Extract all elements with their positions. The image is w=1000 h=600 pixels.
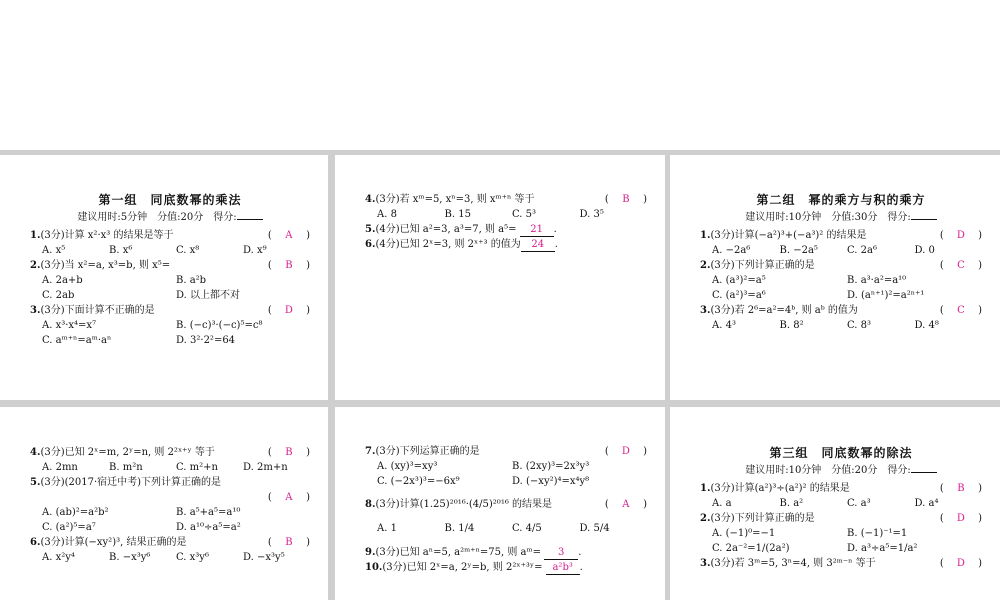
text: D. 2m+n <box>243 462 288 473</box>
text: (3分)已知 aⁿ=5, a²ᵐ⁺ⁿ=75, 则 aᵐ= <box>375 547 542 558</box>
answer-choice: B <box>285 260 293 271</box>
text: B. −2a⁵ <box>779 245 818 256</box>
answer-bracket: ( D ) <box>939 558 982 569</box>
options-list <box>700 243 982 258</box>
question-2 <box>30 258 310 273</box>
answer-choice: B <box>285 447 293 458</box>
text: A. −2a⁶ <box>712 245 751 256</box>
options-list <box>30 243 310 258</box>
text: (3分)已知 2ˣ=a, 2ʸ=b, 则 2²ˣ⁺³ʸ= <box>382 562 543 573</box>
text: C. (a²)³=a⁶ <box>712 290 766 301</box>
text: B. a⁵+a⁵=a¹⁰ <box>176 507 241 518</box>
question-2 <box>700 258 982 273</box>
text: 2. <box>30 260 41 271</box>
question-6 <box>30 535 310 550</box>
answer-choice: D <box>284 305 293 316</box>
text: 1. <box>30 230 41 241</box>
text: B. a³·a²=a¹⁰ <box>847 275 907 286</box>
text: 3. <box>700 305 711 316</box>
panel-group1-part1 <box>0 155 328 400</box>
text: 7. <box>365 446 376 457</box>
panel-group2-part2 <box>0 407 328 600</box>
text: A. (−1)⁰=−1 <box>712 528 776 539</box>
section-meta <box>700 462 982 478</box>
text: B. a² <box>779 498 804 509</box>
text: (4分)已知 a²=3, a³=7, 则 a⁵= <box>375 224 517 235</box>
options-list <box>700 526 982 556</box>
answer-bracket: ( A ) <box>267 492 310 503</box>
options-list <box>365 207 647 222</box>
text: (4分)已知 2ˣ=3, 则 2ˣ⁺³ 的值为 <box>375 239 521 250</box>
text: D. 以上都不对 <box>176 290 241 301</box>
text: C. m²+n <box>176 462 218 473</box>
section-title: 第三组 同底数幂的除法 <box>769 446 913 460</box>
text: (3分)(2017·宿迁中考)下列计算正确的是 <box>40 477 222 488</box>
options-list <box>700 496 982 511</box>
text: 6. <box>365 239 376 250</box>
text: C. 2a⁻²=1/(2a²) <box>712 543 790 554</box>
text: 3. <box>30 305 41 316</box>
text: A. (ab)²=a²b² <box>42 507 109 518</box>
text: (3分)计算(−a²)³+(−a³)² 的结果是 <box>710 230 867 241</box>
text: (3分)下面计算不正确的是 <box>40 305 155 316</box>
answer-choice: B <box>622 194 630 205</box>
text: 6. <box>30 537 41 548</box>
score-blank[interactable] <box>237 209 263 220</box>
answer-bracket: ( D ) <box>604 446 647 457</box>
text: D. 3²·2²=64 <box>176 335 236 346</box>
question-3 <box>30 303 310 318</box>
question-5 <box>30 475 310 490</box>
text: A. 2mn <box>42 462 78 473</box>
options-list <box>700 273 982 303</box>
answer-choice: A <box>285 492 293 503</box>
answer-choice: C <box>957 260 965 271</box>
answer-bracket: ( D ) <box>939 230 982 241</box>
text: 4. <box>30 447 41 458</box>
text: (3分)若 2⁶=a²=4ᵇ, 则 aᵇ 的值为 <box>710 305 858 316</box>
answer-bracket: ( B ) <box>604 194 647 205</box>
question-3 <box>700 556 982 571</box>
answer-bracket: ( A ) <box>604 499 647 510</box>
options-list <box>365 459 647 489</box>
text: D. 0 <box>914 245 935 256</box>
options-list <box>365 521 647 536</box>
text: (3分)计算(1.25)²⁰¹⁶·(4/5)²⁰¹⁶ 的结果是 <box>375 499 553 510</box>
text: A. 8 <box>377 209 397 220</box>
answer-bracket: ( C ) <box>939 260 982 271</box>
question-4 <box>365 192 647 207</box>
panel-group3 <box>670 407 1000 600</box>
question-5-answer-row <box>30 490 310 505</box>
text: A. (a³)²=a⁵ <box>712 275 766 286</box>
text: (3分)已知 2ˣ=m, 2ʸ=n, 则 2²ˣ⁺ʸ 等于 <box>40 447 215 458</box>
text: A. 1 <box>377 523 397 534</box>
text: 2. <box>700 513 711 524</box>
text: B. m²n <box>109 462 143 473</box>
text: D. a⁴ <box>914 498 939 509</box>
text: 建议用时:10分钟 分值:20分 得分: <box>745 465 911 476</box>
text: C. 8³ <box>847 320 872 331</box>
text: D. a³÷a⁵=1/a² <box>847 543 918 554</box>
text: D. (aⁿ⁺¹)²=a²ⁿ⁺¹ <box>847 290 925 301</box>
question-8 <box>365 497 647 512</box>
text: B. a²b <box>176 275 207 286</box>
text: D. (−xy²)⁴=x⁴y⁸ <box>512 476 590 487</box>
text: C. 2a⁶ <box>847 245 877 256</box>
answer-bracket: ( D ) <box>267 305 310 316</box>
text: 10. <box>365 562 383 573</box>
text: D. 3⁵ <box>579 209 604 220</box>
text: A. a <box>712 498 732 509</box>
question-6: 6.(4分)已知 2ˣ=3, 则 2ˣ⁺³ 的值为 24 . <box>365 239 558 250</box>
text: B. (−1)⁻¹=1 <box>847 528 908 539</box>
answer-choice: D <box>956 558 965 569</box>
answer-bracket: ( B ) <box>267 447 310 458</box>
text: 3. <box>700 558 711 569</box>
answer-choice: A <box>622 499 630 510</box>
answer-bracket: ( B ) <box>267 260 310 271</box>
text: C. (a²)⁵=a⁷ <box>42 522 96 533</box>
text: C. a³ <box>847 498 871 509</box>
fill-answer: 21 <box>520 224 554 237</box>
fill-answer: 24 <box>521 239 555 252</box>
score-blank[interactable] <box>911 209 937 220</box>
panel-group2-part3 <box>335 407 665 600</box>
answer-choice: B <box>957 483 965 494</box>
text: B. 8² <box>779 320 804 331</box>
question-1 <box>700 481 982 496</box>
fill-answer: a²b³ <box>546 562 580 575</box>
text: A. (xy)³=xy³ <box>377 461 438 472</box>
text: 1. <box>700 483 711 494</box>
section-title: 第一组 同底数幂的乘法 <box>98 193 242 207</box>
text: (3分)计算(a²)³÷(a²)² 的结果是 <box>710 483 850 494</box>
text: B. (2xy)³=2x³y³ <box>512 461 590 472</box>
text: B. (−c)³·(−c)⁵=c⁸ <box>176 320 263 331</box>
text: A. x⁵ <box>42 245 66 256</box>
text: A. x²y⁴ <box>42 552 75 563</box>
text: (3分)计算(−xy²)³, 结果正确的是 <box>40 537 187 548</box>
question-2 <box>700 511 982 526</box>
question-7 <box>365 444 647 459</box>
answer-choice: D <box>956 513 965 524</box>
text: B. −x³y⁶ <box>109 552 151 563</box>
text: 1. <box>700 230 711 241</box>
text: C. 5³ <box>512 209 537 220</box>
text: (3分)计算 x²·x³ 的结果是等于 <box>40 230 174 241</box>
text: D. x⁹ <box>243 245 267 256</box>
panel-group1-part2 <box>335 155 665 400</box>
text: C. (−2x³)³=−6x⁹ <box>377 476 460 487</box>
answer-choice: A <box>285 230 293 241</box>
question-4 <box>30 445 310 460</box>
text: B. 15 <box>444 209 471 220</box>
score-blank[interactable] <box>911 462 937 473</box>
text: C. 4/5 <box>512 523 542 534</box>
text: D. −x³y⁵ <box>243 552 285 563</box>
question-1 <box>700 228 982 243</box>
options-list <box>30 273 310 303</box>
options-list <box>30 505 310 535</box>
text: A. 4³ <box>712 320 736 331</box>
answer-choice: D <box>621 446 630 457</box>
text: 4. <box>365 194 376 205</box>
question-1 <box>30 228 310 243</box>
text: (3分)若 xᵐ=5, xⁿ=3, 则 xᵐ⁺ⁿ 等于 <box>375 194 535 205</box>
text: (3分)若 3ᵐ=5, 3ⁿ=4, 则 3²ᵐ⁻ⁿ 等于 <box>710 558 876 569</box>
answer-bracket: ( D ) <box>939 513 982 524</box>
text: A. x³·x⁴=x⁷ <box>42 320 97 331</box>
question-10: 10.(3分)已知 2ˣ=a, 2ʸ=b, 则 2²ˣ⁺³ʸ= a²b³ . <box>365 562 583 573</box>
text: C. 2ab <box>42 290 75 301</box>
panel-group2 <box>670 155 1000 400</box>
text: 建议用时:10分钟 分值:30分 得分: <box>745 212 911 223</box>
section-meta <box>700 209 982 225</box>
text: C. x⁸ <box>176 245 200 256</box>
options-list <box>30 550 310 565</box>
text: (3分)下列计算正确的是 <box>710 260 815 271</box>
answer-bracket: ( B ) <box>939 483 982 494</box>
question-5: 5.(4分)已知 a²=3, a³=7, 则 a⁵= 21 . <box>365 224 557 235</box>
answer-choice: C <box>957 305 965 316</box>
text: 5. <box>30 477 41 488</box>
text: B. x⁶ <box>109 245 133 256</box>
text: C. x³y⁶ <box>176 552 209 563</box>
answer-bracket: ( B ) <box>267 537 310 548</box>
text: A. 2a+b <box>42 275 83 286</box>
text: 2. <box>700 260 711 271</box>
text: 建议用时:5分钟 分值:20分 得分: <box>77 212 237 223</box>
options-list <box>30 460 310 475</box>
text: D. 4⁸ <box>914 320 939 331</box>
text: 5. <box>365 224 376 235</box>
text: D. a¹⁰÷a⁵=a² <box>176 522 241 533</box>
text: 9. <box>365 547 376 558</box>
answer-bracket: ( A ) <box>267 230 310 241</box>
text: B. 1/4 <box>444 523 475 534</box>
text: (3分)下列计算正确的是 <box>710 513 815 524</box>
text: D. 5/4 <box>579 523 610 534</box>
question-9: 9.(3分)已知 aⁿ=5, a²ᵐ⁺ⁿ=75, 则 aᵐ= 3 . <box>365 547 582 558</box>
section-title: 第二组 幂的乘方与积的乘方 <box>756 193 926 207</box>
options-list <box>30 318 310 348</box>
text: (3分)下列运算正确的是 <box>375 446 480 457</box>
options-list <box>700 318 982 333</box>
text: (3分)当 x²=a, x³=b, 则 x⁵= <box>40 260 171 271</box>
text: C. aᵐ⁺ⁿ=aᵐ·aⁿ <box>42 335 112 346</box>
answer-bracket: ( C ) <box>939 305 982 316</box>
answer-choice: B <box>285 537 293 548</box>
answer-choice: D <box>956 230 965 241</box>
fill-answer: 3 <box>544 547 578 560</box>
section-meta <box>30 209 310 225</box>
text: 8. <box>365 499 376 510</box>
question-3 <box>700 303 982 318</box>
